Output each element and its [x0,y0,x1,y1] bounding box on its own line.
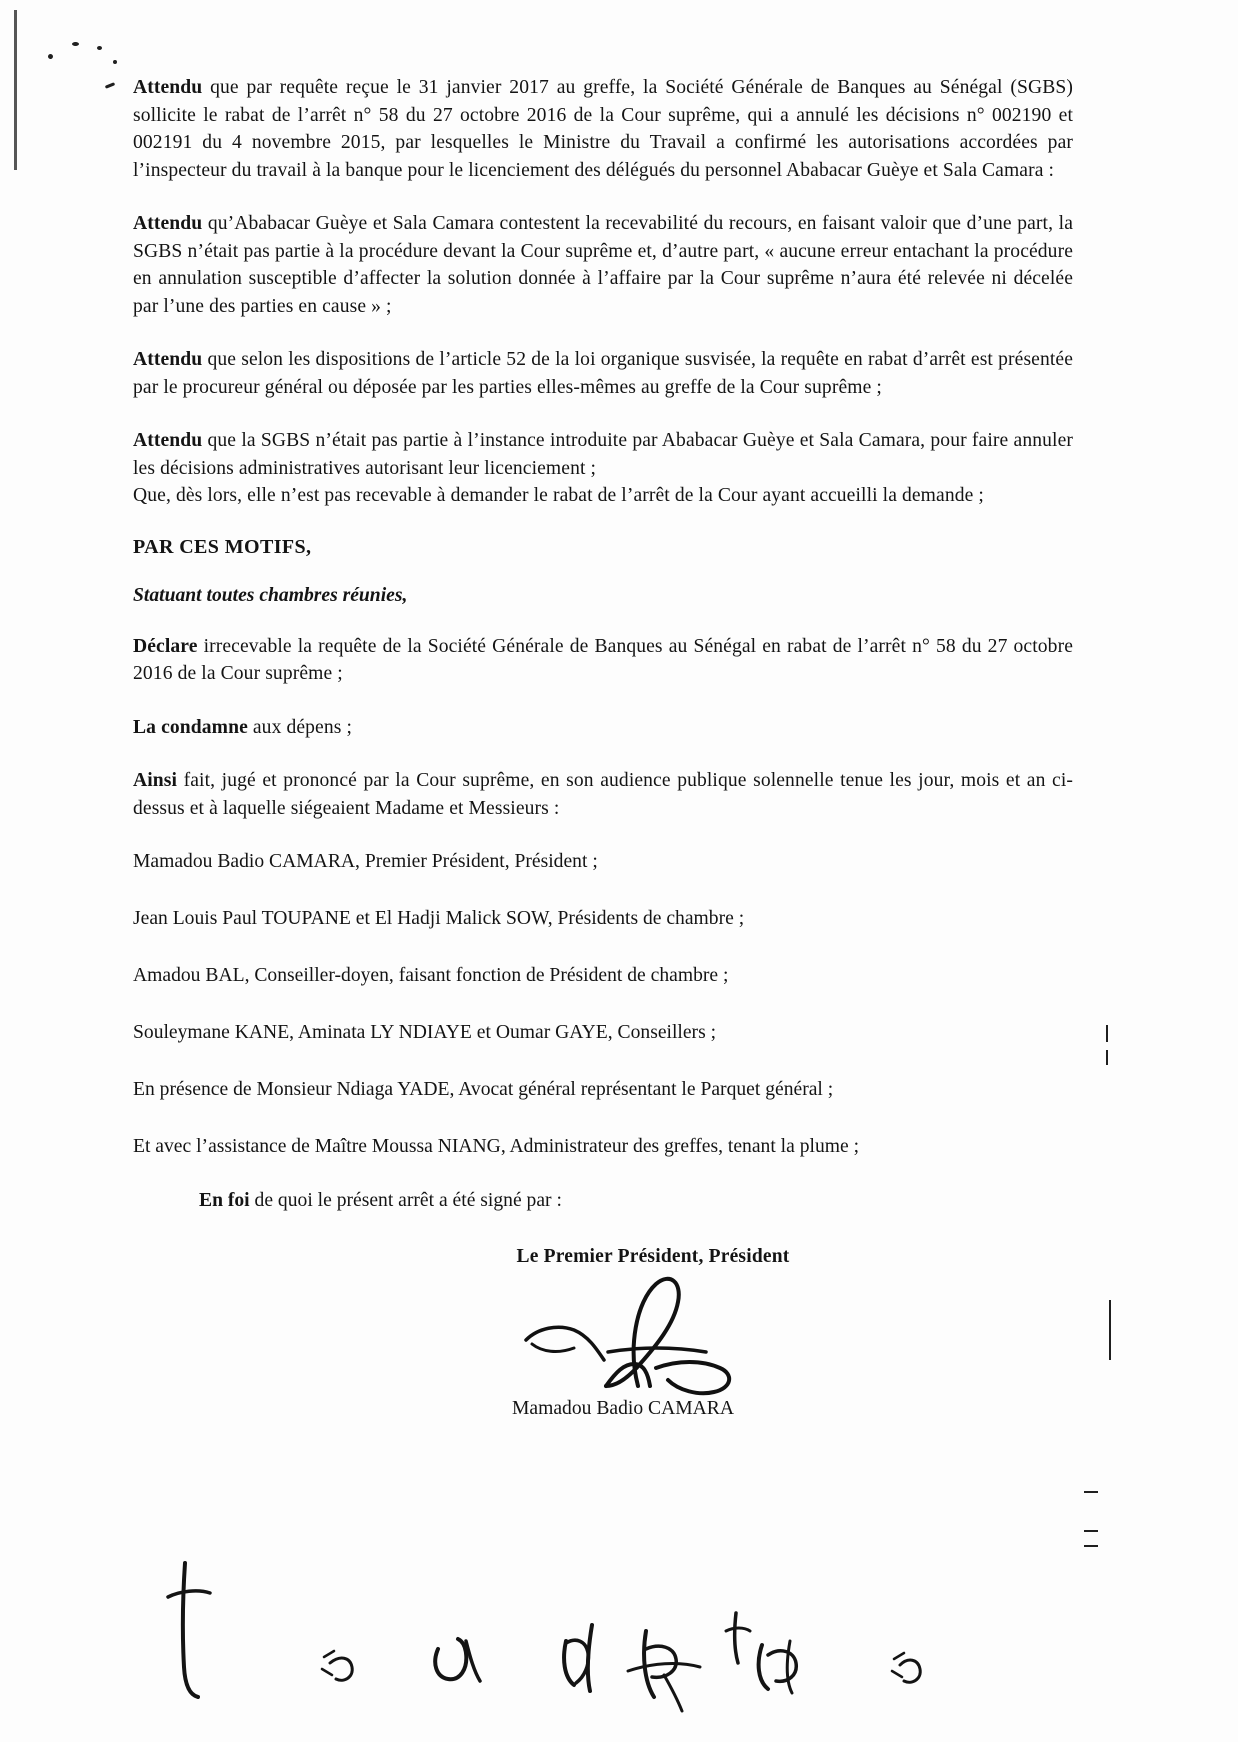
lead-word: En foi [199,1190,250,1211]
paragraph-text: qu’Ababacar Guèye et Sala Camara contestent la recevabilité du recours, en faisant valoir que d’une part, la SGBS n’était pas partie à la procédure devant la Cour suprême et, d’autre part, « aucune erreur entachant la procédure en annulation susceptible d’affecter la solution donnée à l’affaire par la Cour suprême n’aura été relevée ni décelée par l’une des parties en cause » ; [133,213,1073,317]
paragraph-text: de quoi le présent arrêt a été signé par : [249,1190,562,1211]
composition-line: Et avec l’assistance de Maître Moussa NIANG, Administrateur des greffes, tenant la plume ; [133,1136,860,1157]
scan-edge-artifact-left [14,10,17,170]
scan-speck [105,82,115,89]
paragraph-text: fait, jugé et prononcé par la Cour suprême, en son audience publique solennelle tenue les jour, mois et an ci-dessus et à laquelle siégeaient Madame et Messieurs : [133,770,1073,819]
composition-line: En présence de Monsieur Ndiaga YADE, Avocat général représentant le Parquet général ; [133,1079,834,1100]
lead-word: Attendu [133,213,203,234]
scan-edge-artifact-right [1109,1300,1111,1360]
paragraph-text: aux dépens ; [247,716,353,738]
en-foi-line [133,1190,1073,1212]
paragraph-text: que selon les dispositions de l’article 52 de la loi organique susvisée, la requête en rabat d’arrêt est présentée par le procureur général ou déposée par les parties elles-mêmes au greffe de la Cour suprême ; [133,349,1073,398]
signature-title: Le Premier Président, Président [516,1246,790,1267]
lead-word: Déclare [133,635,198,657]
scan-edge-artifact-right [1106,1050,1108,1065]
scan-edge-artifact-right [1084,1491,1098,1493]
lead-word: Attendu [133,430,203,451]
paragraph-text: que la SGBS n’était pas partie à l’instance introduite par Ababacar Guèye et Sala Camara, pour faire annuler les décisions administratives autorisant leur licenciement ; [133,430,1073,479]
paragraph-ainsi-fait [133,767,1073,822]
paragraph-attendu-3 [133,346,1073,401]
composition-line: Souleymane KANE, Aminata LY NDIAYE et Oumar GAYE, Conseillers ; [133,1022,717,1043]
handwritten-initials-row [0,1545,1238,1742]
lead-word: Attendu [133,77,203,98]
paragraph-la-condamne [133,714,1073,742]
signature-block [133,1246,1073,1420]
paragraph-attendu-1 [133,74,1073,184]
composition-line: Amadou BAL, Conseiller-doyen, faisant fonction de Président de chambre ; [133,965,729,986]
subheading-statuant: Statuant toutes chambres réunies, [133,584,408,606]
lead-word: La condamne [133,716,248,738]
paragraph-attendu-2 [133,210,1073,320]
scan-speck [47,53,53,59]
scan-edge-artifact-right [1084,1530,1098,1532]
paragraph-text: que par requête reçue le 31 janvier 2017 au greffe, la Société Générale de Banques au Sénégal (SGBS) sollicite le rabat de l’arrêt n° 58 du 27 octobre 2016 de la Cour suprême, qui a annulé les décisions n° 002190 et 002191 du 4 novembre 2015, par lesquelles le Ministre du Travail a confirmé les autorisations accordées par l’inspecteur du travail à la banque pour le licenciement des délégués du personnel Ababacar Guèye et Sala Camara : [133,77,1073,181]
paragraph-attendu-4 [133,427,1073,482]
document-body [133,74,1073,1420]
composition-line: Jean Louis Paul TOUPANE et El Hadji Malick SOW, Présidents de chambre ; [133,908,745,929]
lead-word: Attendu [133,349,203,370]
lead-word: Ainsi [133,770,178,791]
paragraph-text: Que, dès lors, elle n’est pas recevable à demander le rabat de l’arrêt de la Cour ayant accueilli la demande ; [133,485,984,506]
scan-speck [113,60,117,64]
scan-speck [97,46,102,50]
paragraph-que-des-lors [133,482,1073,510]
scan-speck [72,42,79,46]
composition-line: Mamadou Badio CAMARA, Premier Président, Président ; [133,851,598,872]
paragraph-text: irrecevable la requête de la Société Générale de Banques au Sénégal en rabat de l’arrêt n° 58 du 27 octobre 2016 de la Cour suprême ; [133,635,1073,684]
paragraph-declare [133,633,1073,688]
section-heading-par-ces-motifs: PAR CES MOTIFS, [133,535,312,558]
scan-edge-artifact-right [1106,1025,1108,1042]
signer-name: Mamadou Badio CAMARA [511,1398,735,1419]
handwritten-signature [233,1268,1073,1398]
